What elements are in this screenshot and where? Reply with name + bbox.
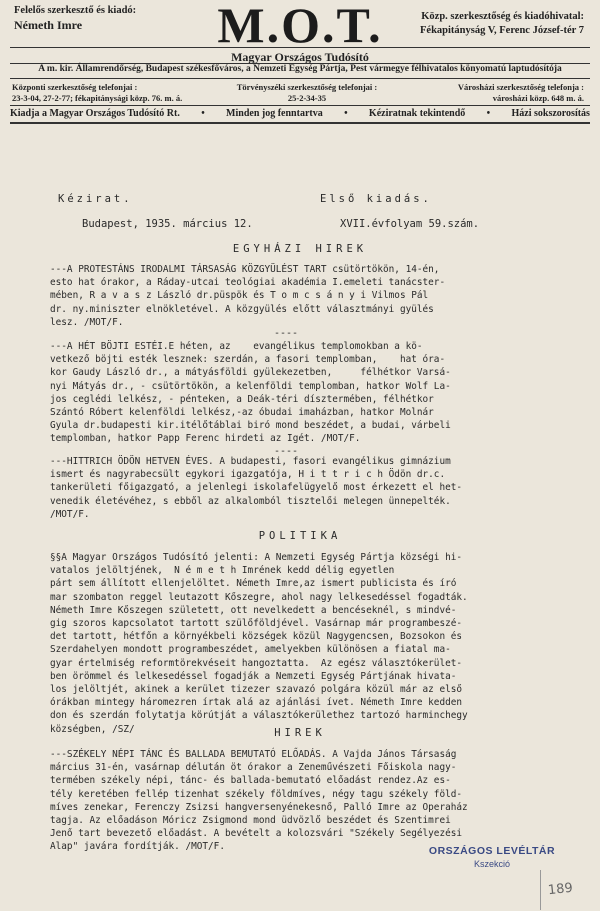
phones-central-label: Központi szerkesztőség telefonjai : bbox=[12, 82, 138, 92]
news-paragraph: ---SZÉKELY NÉPI TÁNC ÉS BALLADA BEMUTATÓ ELŐADÁS. A Vajda János Társaság március 31-én, vasárnap délután öt órakor a Zeneművészeti Főiskola nagy- termében székely népi, tánc- és ballada-bemutató előadást rendez.Az es- tély keretében fellép tizenhat székely földmíves, négy tagu székely föld- míves zenekar, Ferenczy Zsizsi hangversenyénekesnő, Palló Imre az Operaház tagja. Az előadáson Móricz Zsigmond mond üdvözlő beszédet és Szentimrei Jenő tart bevezető előadást. A bevételt a kolozsvári "Székely Segélyezési Alap" javára fordítják. /MOT/F. bbox=[50, 749, 468, 853]
footer-sep: • bbox=[344, 108, 348, 119]
news-paragraph: ---A HÉT BÖJTI ESTÉI.E héten, az evangélikus templomokban a kö- vetkező böjti esték lesznek: szerdán, a fasori templomban, hat óra- kor Gaudy László dr., a mátyásföldi gyülekezetben, félhétkor Varsá- nyi Mátyás dr., - csütörtökön, a kelenföldi templomban, hatkor Wolf La- jos ceglédi lelkész, - pénteken, a Deák-téri dísztermében, félhétkor Szántó Róbert kelenföldi lelkész,-az óbudai imaházban, hatkor Molnár Gyula dr.budapesti kir.itélőtáblai biró mond beszédet, a budai, várbeli templomban, hatkor Papp Ferenc hirdeti az Igét. /MOT/F. bbox=[50, 341, 451, 445]
kezirat-label: Kézirat. bbox=[58, 193, 133, 205]
section-title-hirek: HIREK bbox=[274, 727, 326, 739]
editor-name: Németh Imre bbox=[14, 18, 83, 32]
phones-cityhall bbox=[384, 82, 584, 104]
section-title-egyhazi: EGYHÁZI HIREK bbox=[232, 243, 368, 255]
masthead-subtitle: Magyar Országos Tudósító bbox=[231, 50, 369, 64]
archive-stamp bbox=[412, 845, 572, 869]
masthead-footer bbox=[10, 108, 590, 119]
news-paragraph: ---A PROTESTÁNS IRODALMI TÁRSASÁG KÖZGYÜLÉST TART csütörtökön, 14-én, esto hat órakor, a Ráday-utcai teológiai akadémia I.emeleti tanácster- mében, R a v a s z László dr.püspök és T o m c s á n y i Vilmos Pál dr. ny.miniszter elnökletével. A közgyülés előtt választmányi gyülés lesz. /MOT/F. bbox=[50, 264, 446, 328]
separator: ---- bbox=[274, 328, 299, 339]
office-block bbox=[404, 10, 584, 38]
footer-rights: Minden jog fenntartva bbox=[226, 108, 323, 119]
masthead-rule bbox=[10, 78, 590, 79]
volume-line: XVII.évfolyam 59.szám. bbox=[340, 218, 480, 230]
office-line-2: Fékapitányság V, Ferenc József-tér 7 bbox=[420, 25, 584, 36]
news-paragraph: ---HITTRICH ÖDÖN HETVEN ÉVES. A budapesti, fasori evangélikus gimnázium ismert és nagyrabecsült egykori igazgatója, H i t t r i c h Ödön dr.c. tankerületi főigazgató, a jelenlegi iskolafelügyelő most érkezett el het- venedik életévéhez, s ebből az alkalomból tisztelői melegen ünnepelték. /MOT/F. bbox=[50, 456, 463, 520]
section-title-politika: POLITIKA bbox=[258, 530, 342, 542]
stamp-title: ORSZÁGOS LEVÉLTÁR bbox=[428, 845, 556, 857]
edition-label: Első kiadás. bbox=[320, 193, 432, 205]
footer-sep: • bbox=[486, 108, 491, 119]
phones-court bbox=[232, 82, 382, 104]
phones-court-numbers: 25-2-34-35 bbox=[287, 93, 327, 103]
phones-central-numbers: 23-3-04, 27-2-77; fékapitánysági közp. 76. m. á. bbox=[12, 93, 183, 103]
date-line: Budapest, 1935. március 12. bbox=[82, 218, 253, 230]
footer-copying: Házi sokszorosítás bbox=[511, 108, 590, 119]
phones-cityhall-numbers: városházi közp. 648 m. á. bbox=[492, 93, 584, 103]
editor-label: Felelős szerkesztő és kiadó: bbox=[14, 5, 137, 16]
news-paragraph: §§A Magyar Országos Tudósító jelenti: A Nemzeti Egység Pártja községi hi- vatalos jelöltjének, N é m e t h Imrének kedd délig egyetlen párt sem állított ellenjelöltet. Németh Imre,az ismert publicista és író mar szombaton reggel leutazott Kőszegre, ahol nagy lelkesedéssel fogadták. Németh Imre Kőszegen született, ott nevelkedett a bencéseknél, s mindvé- gig szoros kapcsolatot tartott szülőföldjével. Vasárnap már programbeszé- det tartott, hétfőn a környékbeli községek közül Nagygencsen, Bozsokon és Szerdahelyen mondott programbeszédet, amelyekben különösen a fiatal ma- gyar értelmiség reformtörekvéseit hangoztatta. Az egész választókerület- ben örömmel és lelkesedéssel fogadják a Nemzeti Egység Pártjának hivata- los jelöltjét, akinek a kerület tizezer szavazó polgára közül már az első órákban mintegy háromezren írtak alá az ajánlási ívet. Németh Imre kedden don és szerdán folytatja körútját a választókerülethez tartozó harminchegy községben, /SZ/ bbox=[50, 552, 468, 735]
footer-publisher: Kiadja a Magyar Országos Tudósító Rt. bbox=[10, 108, 180, 119]
masthead-rule bbox=[10, 47, 590, 48]
footer-manuscript: Kéziratnak tekintendő bbox=[368, 108, 466, 119]
page-number: 189 bbox=[547, 880, 574, 899]
separator: ---- bbox=[274, 446, 299, 457]
office-line-1: Közp. szerkesztőség és kiadóhivatal: bbox=[421, 11, 584, 22]
masthead-rule bbox=[10, 105, 590, 106]
phones-central bbox=[12, 82, 212, 104]
editor-block bbox=[14, 4, 136, 32]
page-edge-mark bbox=[540, 870, 541, 910]
mot-logo: M.O.T. bbox=[217, 0, 383, 53]
phones-cityhall-label: Városházi szerkesztőség telefonja : bbox=[457, 82, 584, 92]
phones-court-label: Törvényszéki szerkesztőség telefonjai : bbox=[236, 82, 378, 92]
footer-sep: • bbox=[201, 108, 205, 119]
approval-line: A m. kir. Államrendőrség, Budapest székesfőváros, a Nemzeti Egység Pártja, Pest vármegye félhivatalos könyomatú laptudósítója bbox=[38, 64, 562, 74]
stamp-subtitle: Kszekció bbox=[473, 859, 510, 869]
masthead-rule bbox=[10, 122, 590, 124]
